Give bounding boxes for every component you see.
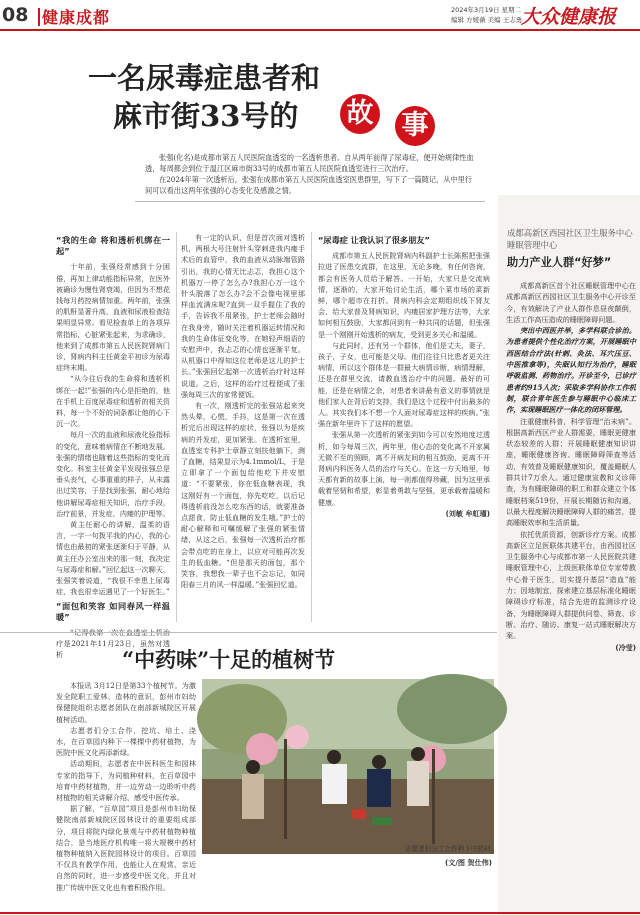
body-para: 成都市第五人民医院肾病内科副护士长陈熙把张强拉进了医患交流群，在这里，无论多晚，有任何咨询，都会有医务人员给予解答。一开始，大家只是交流病情，逐渐的，大家开始讨论生活，哪个菜市场的菜新鲜，哪个超市在打折。肾病内科会定期组织线下肾友会，给大家普及肾病知识，内瘘居家护理方法等，大家如何相互鼓励，大家都问到有一种共同的话题，但张强是一个刚刚开始透析的病友，受到更多关心和温暖。 xyxy=(318,251,490,339)
tree-article-title: “中药味”十足的植树节 xyxy=(122,647,336,672)
tree-article-body xyxy=(56,680,196,908)
sidebar-para: 注重健康科普，科学管理“治未病”。根据高新西区产业人群需要，睡眠更健康状态较差的人群；开展睡眠健康知识讲座，睡眠健康咨询、睡眠障碍筛查等活动，有效普及睡眠健康知识，覆盖睡眠人群共计7万余人。通过健康宣教和义诊筛查，为有睡眠障碍的职工和群众建立个体睡眠档案519份，开展长期随访和沟通，以最大程度解决睡眠障碍人群的痛苦，提高睡眠效率和生活质量。 xyxy=(506,416,636,528)
body-para: 张强从第一次透析的紧张到如今可以安然地度过透析，如今每周三次，两年里，他心态的变化离不开家属无微不至的照顾，离不开病友间的相互鼓励，更离不开肾病内科医务人员的治疗与关心。在这一方天地里，每天都有新的故事上演，每一则都值得珍藏，因为这里承载着坚韧和希望，彰显着勇敢与坚强，更承载着温暖和健康。 xyxy=(318,430,490,507)
subhead-friends: “尿毒症 让我认识了很多朋友” xyxy=(318,235,430,245)
section-name: 健康成都 xyxy=(42,8,111,27)
title-stamp-shi: 事 xyxy=(395,106,435,146)
tree-planting-photo xyxy=(202,679,494,854)
article-byline: (刘敏 牟虹瑾) xyxy=(445,508,490,518)
article-intro xyxy=(145,152,477,196)
photo-caption: 志愿者们分工合作种下中药材。 xyxy=(405,845,498,853)
intro-para: 张强(化名)是成都市第五人民医院血透室的一名透析患者。自从两年前得了尿毒症，便开始规律性血透，每周都会到位于温江区麻市街33号的成都市第五人民医院血透室进行三次治疗。 xyxy=(145,153,474,173)
photo-illustration xyxy=(202,679,494,854)
editors-credit: 编辑 方媛薇 美编 王志勇 xyxy=(451,16,523,24)
header-rule xyxy=(0,29,640,31)
sidebar-para: 突出中西医并举，多学科联合诊治。为患者提供个性化治疗方案，开展睡眠中西医结合疗法(针刺、灸法、耳穴压豆、中医推拿等)，失眠认知行为治疗，睡眠呼吸监测、药物治疗。开诊至今，已诊疗患者约915人次；采取多学科协作工作机制，联合青年医生参与睡眠中心临床工作，实现睡眠医疗一体化的闭环管理。 xyxy=(506,326,636,415)
article-column-1 xyxy=(56,232,170,660)
body-para: 本报讯 3月12日是第33个植树节。为激发全院职工爱林、造林的意识，彭州市妇幼保健院组织志愿者团队在南部新城院区开展植树活动。 xyxy=(56,681,196,724)
article-title-line2: 麻市街33号的 xyxy=(113,99,299,133)
article-title-line1: 一名尿毒症患者和 xyxy=(88,61,321,95)
body-para: 疗是2021年11月23日，虽然对透析 xyxy=(56,639,170,660)
section-divider-mid xyxy=(0,632,497,633)
body-para: 有一定的认识，但是首次面对透析机，两根大号注射针头穿刺进我内瘘手术后的血管中，我的血液从动脉端管路引出，我的心情无比忐忑，我担心这个机器万一停了怎么办?我担心万一这个针头脱落了怎么办?会不会像电视里那样血流满床呢?直到一双手握住了我的手，告诉我不用紧张，护士老师会随时在我身旁，随时关注着机器运转情况和我的生命体征变化等，在她轻声细语的安慰声中，我忐忑的心情也逐渐平复。从机器口中得知这位老师是这儿的护士长。”张强回忆起第一次透析治疗时这样说道。之后，这样的治疗过程便成了张强每周三次的家常便饭。 xyxy=(181,233,305,399)
article-column-2 xyxy=(181,232,305,622)
body-para: 志愿者们分工合作，挖坑、培土、浇水，在百草园内种下一棵棵中药材植物，为医院中医文化再添新绿。 xyxy=(56,725,196,758)
article-column-3 xyxy=(318,232,490,628)
issue-date: 2024年3月19日 星期二 xyxy=(451,6,522,14)
sidebar-para: 依托优质资源，创新诊疗方案。成都高新区立足医联体共建平台，由西园社区卫生服务中心与成都市第一人民医院共建睡眠管理中心，上级医联体单位专家带教中心骨干医生，切实提升基层“造血”能力；因地制宜，探索建立基层标准化睡眠障碍诊疗标准，结合先进的监测诊疗设备，为睡眠障碍人群提供问卷、筛查、诊断、治疗、随访、康复一站式睡眠解决方案。 xyxy=(506,529,636,641)
footer-rule xyxy=(0,912,640,914)
subhead-bread-smile: “面包和笑容 如同春风一样温暖” xyxy=(56,600,170,622)
intro-para: 在2024年第一次透析后，张强在成都市第五人民医院血透室医患群里，写下了一篇随记，从中里行间可以看出这两年张强的心态变化及感激之情。 xyxy=(145,175,472,195)
body-para: 活动期间，志愿者在中医科医生和园林专家的指导下，为同植种材料，在百草园中培育中药材植物，并一边劳动一边聆听中药材植物的相关讲解介绍，感受中医传承。 xyxy=(56,759,196,803)
body-para: 每月一次的血液和尿液化验指标的变化，意味着病情在不断地发展。张强的情绪也随着这些指标的变化而变化。科室主任黄金平发现张强总是垂头丧气，心事重重的样子，从未露出过笑容，于是找到张强，耐心地给他讲解尿毒症相关知识，治疗手段，治疗前景，并发症，内瘘的护理等。 xyxy=(56,430,170,518)
title-stamp-gu: 故 xyxy=(340,94,380,134)
body-para: 十年前，张强经常感到十分困倦，再加上律动能指标异常，在医外被确诊为慢性肾衰竭，但因为不想花钱每月药控病情加重。两年前，张强的肌酐显著升高，血液和尿液检查结果明显异常。看见检查单上的各项异常指标，心脏紧张起来，为求确诊，他来到了成都市第五人民医院肾病门诊，肾病内科主任黄金平初诊为尿毒症终末期。 xyxy=(56,262,170,373)
newspaper-logo: 大众健康报 xyxy=(521,6,617,28)
body-para: 与此同时，还有另一个群体，他们是丈夫，妻子，孩子，子女，也可能是父母。他们往往只比患者更关注病情，所以这个群体是一群最大病情诊断，病情理解，还是在群里交流，请教血透治疗中的问题。最好的可能，还是在病情之余，对患者来讲最有意义的事情就是他们家人在背后的支持，我们是这个过程中付出最多的人。其实我们本不想一个人面对尿毒症这样的疾病。”张强在新年里许下了这样的愿望。 xyxy=(318,340,490,429)
body-para: 有一次，刚透析完的张强站起来突然头晕，心慌，手抖，这是第一次在透析完后出现这样的症状，张强以为是疾病的并发症，更加紧张。在透析室里，血透室专科护士章静立刻扶他躺下，测了血糖，结果显示为4.1mmol/L，于是立即拿了一个面包给他吃下并安慰道：“不要紧张，你在低血糖表现，我这刚好有一个面包，你先吃吃，以后记得透析前没怎么吃东西的话，就要准备点甜食，防止低血糖的发生哦。”护士的耐心解释和可嘱缓解了张强的紧张情绪，从这之后，张强每一次透析治疗都会带点吃的在身上，以应对可能再次发生的低血糖。“但是那天的面包，那个笑容，我想我一辈子也不会忘记，如同阳春三月的风一样温暖。”张强回忆道。 xyxy=(181,401,305,590)
section-divider xyxy=(38,8,40,26)
column-divider xyxy=(311,232,312,622)
sidebar-body xyxy=(506,280,636,653)
sidebar-kicker: 成都高新区西园社区卫生服务中心睡眠管理中心 xyxy=(507,228,633,250)
body-para: “从今往后我的生命将和透析机绑在一起!”张强的内心是拒绝的，他在手机上百度尿毒症和透析的相关资料，每一个不好的词条都让他的心下沉一次。 xyxy=(56,374,170,429)
tree-article-byline-block xyxy=(202,857,492,907)
body-para: 据了解，“百草园”项目是彭州市妇幼保健院南部新城院区园林设计的重要组成部分，项目将院内绿化景观与中药材植物种植结合，是当地医疗机构唯一将大规模中药材植物种植纳入医院园林设计的项目。百草园不仅具有教学作用，也能让人在观赏、亲近自然的同时，进一步感受中医文化，并且对推广传统中医文化也有着积极作用。 xyxy=(56,804,196,892)
sidebar-para: 成都高新区首个社区睡眠管理中心在成都高新区西园社区卫生服务中心开诊至今，有效解决了产业人群作息昼夜颠倒，生活工作高压造成的睡眠障碍问题。 xyxy=(506,281,636,324)
tree-article-byline: (文/图 贺仕伟) xyxy=(444,858,492,867)
intro-divider xyxy=(135,201,485,202)
page-number: 08 xyxy=(2,4,29,26)
column-divider xyxy=(176,232,177,622)
sidebar-title: 助力产业人群“好梦” xyxy=(507,256,612,269)
subhead-life-bound: “我的生命 将和透析机绑在一起” xyxy=(56,235,170,257)
body-para: 黄主任耐心的讲解，温柔的语言，一字一句拨平我的内心，我的心情也由最初的紧张逐渐归于平静，从黄主任办公室出来的那一刻，我决定与尿毒症和解。”回忆起这一次聊天，张强笑着说道，“我很不幸患上尿毒症，我也很幸运遇见了一个好医生。” xyxy=(56,520,170,597)
sidebar-byline: (冷莹) xyxy=(615,642,636,652)
